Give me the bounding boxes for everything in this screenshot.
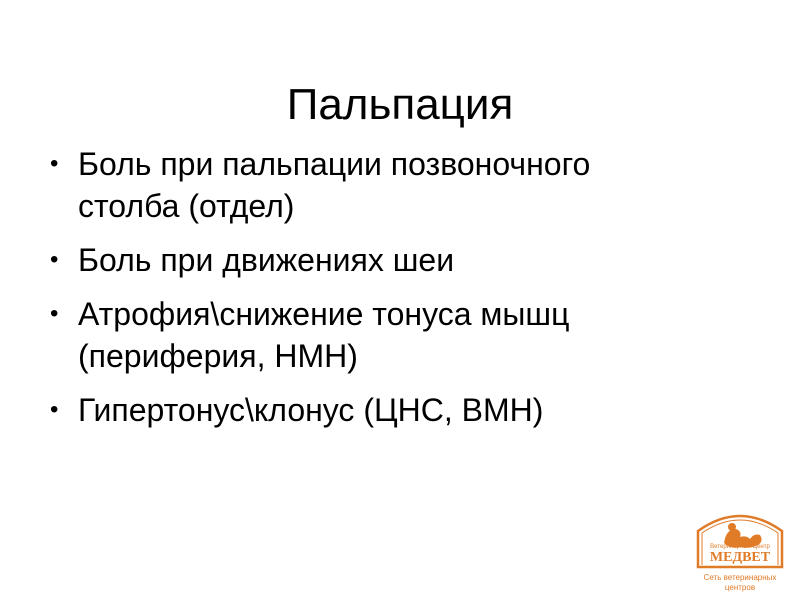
veterinary-center-logo-icon [690, 505, 790, 595]
bullet-text: Атрофия\снижение тонуса мышц (периферия, НМН) [78, 296, 570, 374]
bullet-list [50, 143, 690, 443]
logo-tagline-1: Сеть ветеринарных [703, 573, 777, 582]
bullet-marker: • [50, 396, 59, 423]
bullet-item [50, 239, 690, 281]
bullet-text: Гипертонус\клонус (ЦНС, ВМН) [78, 392, 544, 428]
bullet-text: Боль при движениях шеи [78, 242, 455, 278]
bullet-text: Боль при пальпации позвоночного столба (отдел) [78, 146, 591, 224]
logo-top-text: Ветеринарный Центр [710, 544, 770, 550]
bullet-marker: • [50, 246, 59, 273]
medvet-logo [690, 505, 790, 595]
slide-title: Пальпация [286, 80, 514, 130]
logo-name: МЕДВЕТ [709, 550, 771, 565]
bullet-item [50, 389, 690, 431]
bullet-marker: • [50, 150, 59, 177]
bullet-item [50, 293, 690, 377]
bullet-marker: • [50, 300, 59, 327]
bullet-item [50, 143, 690, 227]
logo-tagline-2: центров [724, 583, 756, 592]
